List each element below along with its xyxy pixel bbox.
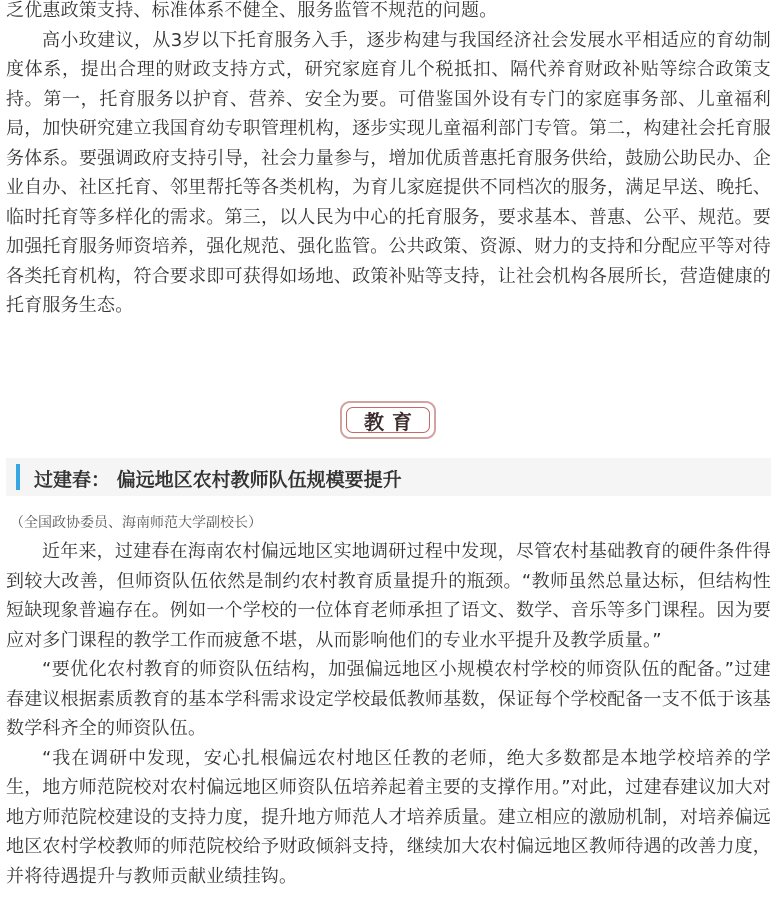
heading-title: 过建春： 偏远地区农村教师队伍规模要提升: [34, 469, 402, 491]
article-top: [6, 0, 771, 321]
paragraph-2: “要优化农村教育的师资队伍结构，加强偏远地区小规模农村学校的师资队伍的配备。”过建春建议根据素质教育的基本学科需求设定学校最低教师基数，保证每个学校配备一支不低于该基数学科齐全的师资队伍。: [6, 659, 771, 739]
paragraph-3: “我在调研中发现，安心扎根偏远农村地区任教的老师，绝大多数都是本地学校培养的学生，地方师范院校对农村偏远地区师资队伍培养起着主要的支撑作用。”对此，过建春建议加大对地方师范院校建设的支持力度，提升地方师范人才培养质量。建立相应的激励机制，对培养偏远地区农村学校教师的师范院校给予财政倾斜支持，继续加大农村偏远地区教师待遇的改善力度，并将待遇提升与教师贡献业绩挂钩。: [6, 747, 771, 887]
section-badge: [340, 401, 436, 439]
section-badge-label: 教育: [346, 407, 430, 433]
paragraph-childcare: 高小玫建议，从3岁以下托育服务入手，逐步构建与我国经济社会发展水平相适应的育幼制度体系，提出合理的财政支持方式，研究家庭育儿个税抵扣、隔代养育财政补贴等综合政策支持。第一，托育服务以护育、营养、安全为要。可借鉴国外设有专门的家庭事务部、儿童福利局，加快研究建立我国育幼专职管理机构，逐步实现儿童福利部门专管。第二，构建社会托育服务体系。要强调政府支持引导，社会力量参与，增加优质普惠托育服务供给，鼓励公助民办、企业自办、社区托育、邻里帮托等各类机构，为育儿家庭提供不同档次的服务，满足早送、晚托、临时托育等多样化的需求。第三，以人民为中心的托育服务，要求基本、普惠、公平、规范。要加强托育服务师资培养，强化规范、强化监管。公共政策、资源、财力的支持和分配应平等对待各类托育机构，符合要求即可获得如场地、政策补贴等支持，让社会机构各展所长，营造健康的托育服务生态。: [6, 29, 771, 316]
paragraph-fragment: 乏优惠政策支持、标准体系不健全、服务监管不规范的问题。: [6, 0, 498, 21]
education-body: [6, 537, 771, 891]
heading-accent-bar: [16, 464, 20, 490]
section-heading: [6, 458, 771, 496]
section-divider: [0, 401, 777, 441]
byline: （全国政协委员、海南师范大学副校长）: [10, 515, 262, 531]
paragraph-1: 近年来，过建春在海南农村偏远地区实地调研过程中发现，尽管农村基础教育的硬件条件得到较大改善，但师资队伍依然是制约农村教育质量提升的瓶颈。“教师虽然总量达标，但结构性短缺现象普遍存在。例如一个学校的一位体育老师承担了语文、数学、音乐等多门课程。因为要应对多门课程的教学工作而疲惫不堪，从而影响他们的专业水平提升及教学质量。”: [6, 541, 771, 651]
